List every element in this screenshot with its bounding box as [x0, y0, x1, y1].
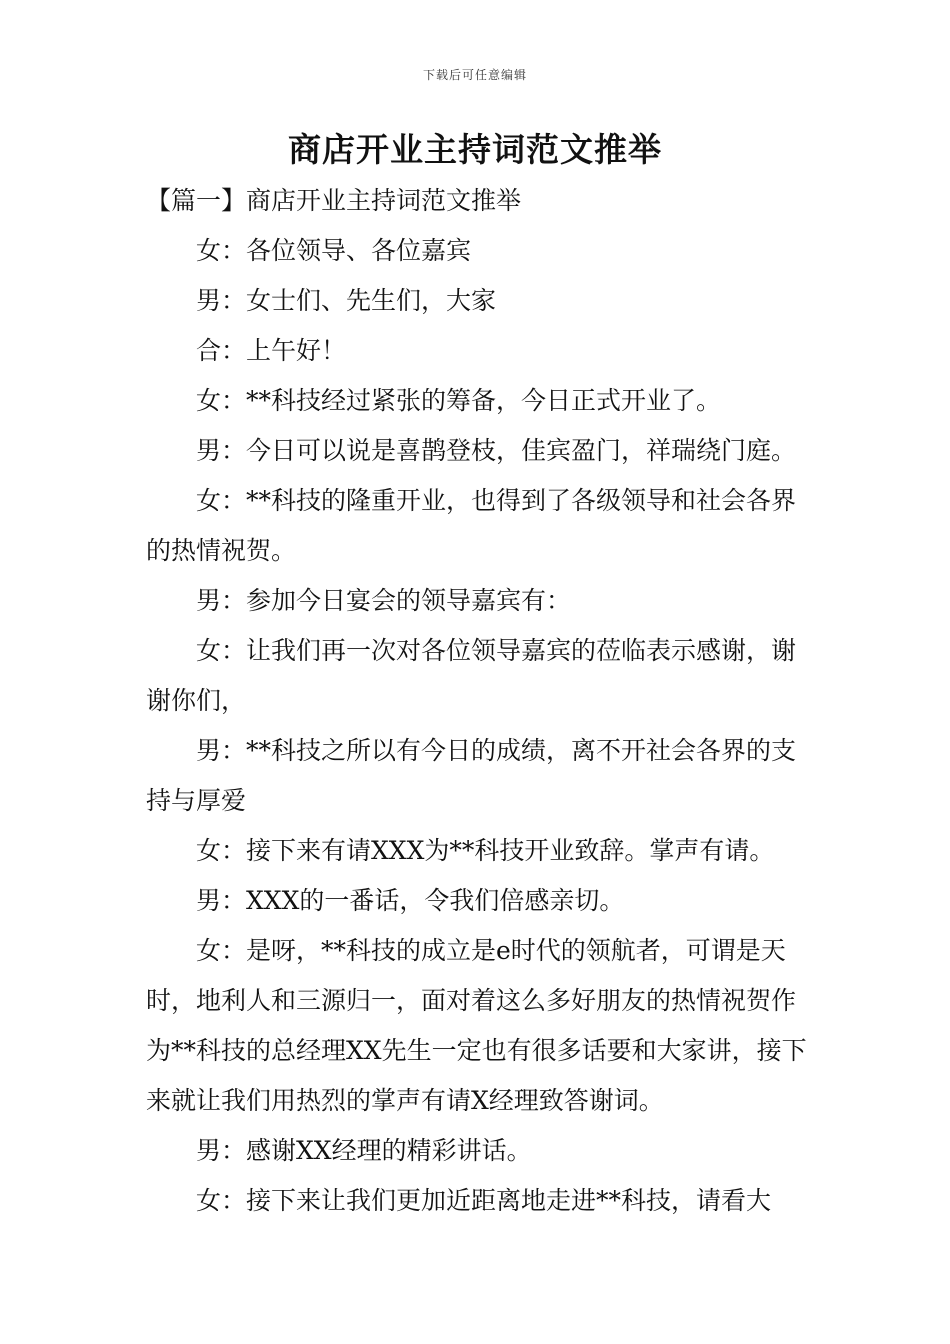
- paragraph: 女：**科技的隆重开业，也得到了各级领导和社会各界的热情祝贺。: [146, 486, 797, 565]
- paragraph: 女：**科技经过紧张的筹备，今日正式开业了。: [196, 386, 722, 415]
- paragraph: 女：接下来有请XXX为**科技开业致辞。掌声有请。: [196, 836, 775, 865]
- paragraph: 男：XXX的一番话，令我们倍感亲切。: [196, 886, 625, 915]
- paragraph: 男：**科技之所以有今日的成绩，离不开社会各界的支持与厚爱: [146, 736, 797, 815]
- paragraph: 女：各位领导、各位嘉宾: [196, 236, 472, 265]
- paragraph: 男：今日可以说是喜鹊登枝，佳宾盈门，祥瑞绕门庭。: [196, 436, 797, 465]
- paragraph: 男：女士们、先生们，大家: [196, 286, 497, 315]
- header-note: 下载后可任意编辑: [422, 68, 527, 82]
- paragraph: 女：让我们再一次对各位领导嘉宾的莅临表示感谢，谢谢你们，: [146, 636, 797, 715]
- paragraph: 男：感谢XX经理的精彩讲话。: [196, 1136, 532, 1165]
- paragraph: 合：上午好！: [196, 336, 347, 365]
- paragraph: 男：参加今日宴会的领导嘉宾有：: [196, 586, 572, 615]
- document-body: [146, 176, 810, 1226]
- paragraph: 女：是呀，**科技的成立是e时代的领航者，可谓是天时，地利人和三源归一，面对着这么多好朋友的热情祝贺作为**科技的总经理XX先生一定也有很多话要和大家讲，接下来就让我们用热烈的掌声有请X经理致答谢词。: [146, 936, 807, 1115]
- section-heading: 【篇一】商店开业主持词范文推举: [146, 186, 522, 215]
- paragraph: 女：接下来让我们更加近距离地走进**科技，请看大: [196, 1186, 772, 1215]
- document-title: 商店开业主持词范文推举: [288, 130, 662, 169]
